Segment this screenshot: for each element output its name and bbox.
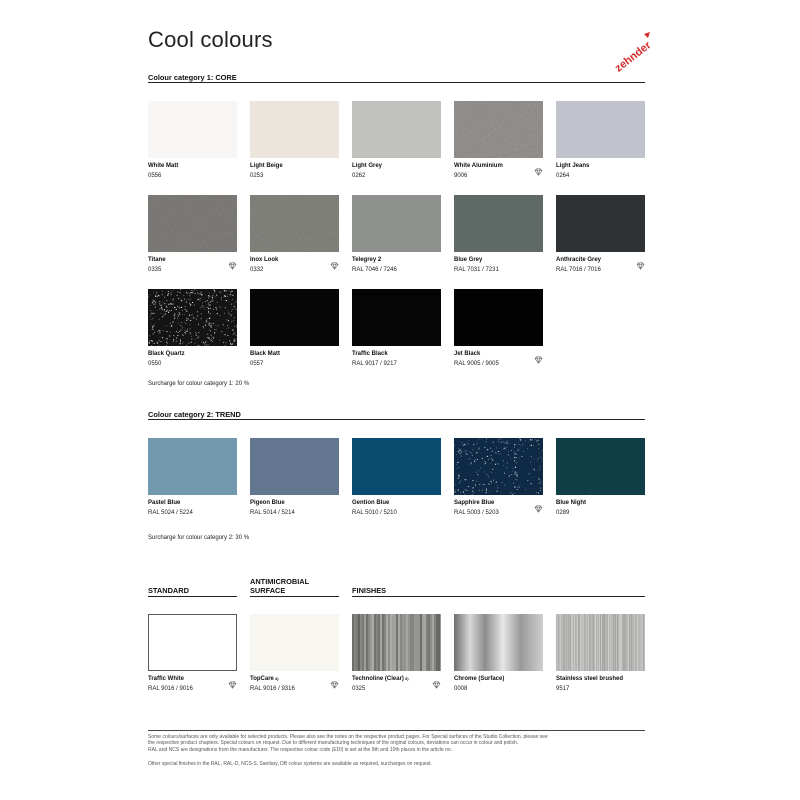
colour-name (556, 163, 589, 169)
diamond-icon (534, 163, 543, 171)
colour-sample (148, 101, 237, 158)
colour-code: 0556 (148, 173, 162, 179)
swatch-light-grey (352, 101, 441, 183)
trend-surcharge-note: Surcharge for colour category 2: 30 % (148, 535, 250, 541)
colour-code: RAL 7031 / 7231 (454, 267, 499, 273)
colour-sample (352, 438, 441, 495)
colour-code: RAL 5014 / 5214 (250, 510, 295, 516)
colour-code: 0289 (556, 510, 570, 516)
swatch-anthracite-grey (556, 195, 645, 277)
swatch-white-matt (148, 101, 237, 183)
colour-name (454, 351, 480, 357)
colour-sample (250, 614, 339, 671)
colour-name-text: Light Beige (250, 163, 283, 169)
swatch-black-quartz (148, 289, 237, 371)
swatch-pigeon-blue (250, 438, 339, 520)
standard-title: STANDARD (148, 586, 189, 595)
colour-name-text: Titane (148, 257, 166, 263)
swatch-blue-night (556, 438, 645, 520)
diamond-icon (636, 257, 645, 265)
footer-line-1: Some colours/surfaces are only available for selected products. Please also see the notes on the respective product pages. For Special surfaces of the Studio Collection, please see (148, 734, 548, 740)
footer-divider (148, 730, 645, 731)
colour-name (250, 676, 279, 682)
colour-name-text: Traffic White (148, 676, 185, 682)
colour-sample (250, 289, 339, 346)
colour-sample (556, 614, 645, 671)
swatch-topcare (250, 614, 339, 696)
colour-name (454, 676, 504, 682)
colour-code: 0264 (556, 173, 570, 179)
colour-name-text: TopCare (250, 676, 274, 682)
colour-sample (148, 438, 237, 495)
colour-name (250, 351, 280, 357)
antimicrobial-divider (250, 596, 339, 597)
colour-code: 0008 (454, 686, 468, 692)
colour-sample (556, 438, 645, 495)
colour-code: RAL 9005 / 9005 (454, 361, 499, 367)
colour-name (352, 351, 388, 357)
colour-name (352, 676, 409, 682)
colour-code: RAL 5003 / 5203 (454, 510, 499, 516)
diamond-icon (534, 351, 543, 359)
colour-code: RAL 5024 / 5224 (148, 510, 193, 516)
colour-sample (352, 614, 441, 671)
colour-name-text: White Aluminium (454, 163, 503, 169)
colour-name-text: Gention Blue (352, 500, 390, 506)
swatch-jet-black (454, 289, 543, 371)
core-divider (148, 82, 645, 83)
colour-name (454, 163, 503, 169)
colour-name (556, 500, 586, 506)
swatch-stainless-steel-brushed (556, 614, 645, 696)
swatch-light-beige (250, 101, 339, 183)
logo-mark-icon (644, 32, 650, 38)
diamond-icon (228, 257, 237, 265)
colour-code: 9006 (454, 173, 468, 179)
colour-name-text: Chrome (Surface) (454, 676, 505, 682)
colour-sample (250, 101, 339, 158)
colour-name-text: Light Grey (352, 163, 383, 169)
colour-name (454, 257, 482, 263)
colour-name-text: Black Matt (250, 351, 281, 357)
antimicrobial-title-line1: ANTIMICROBIAL (250, 577, 310, 586)
colour-sample (454, 195, 543, 252)
swatch-black-matt (250, 289, 339, 371)
colour-name (148, 676, 184, 682)
colour-code: 0262 (352, 173, 366, 179)
diamond-icon (534, 500, 543, 508)
finishes-title: FINISHES (352, 586, 387, 595)
colour-sample (250, 195, 339, 252)
colour-name (454, 500, 494, 506)
core-section-title: Colour category 1: CORE (148, 73, 237, 82)
core-surcharge-note: Surcharge for colour category 1: 20 % (148, 381, 250, 387)
colour-name-text: White Matt (148, 163, 179, 169)
colour-name-text: Black Quartz (148, 351, 185, 357)
swatch-white-aluminium (454, 101, 543, 183)
swatch-chrome-surface (454, 614, 543, 696)
colour-name-text: Technoline (Clear) (352, 676, 404, 682)
colour-code: RAL 9017 / 9217 (352, 361, 397, 367)
colour-name (556, 257, 601, 263)
colour-sample (454, 101, 543, 158)
colour-sample (148, 614, 237, 671)
antimicrobial-title-line2: SURFACE (250, 586, 286, 595)
colour-name-text: Light Jeans (556, 163, 590, 169)
colour-name-text: Inox Look (250, 257, 279, 263)
diamond-icon (330, 257, 339, 265)
colour-sample (250, 438, 339, 495)
footer-line-2: the respective product chapters. Special colours on request. Due to different manufacturing techniques of the original colours, deviations can occur in colour and polish. (148, 740, 519, 747)
diamond-icon (330, 676, 339, 684)
footer-notes (148, 734, 648, 753)
swatch-traffic-black (352, 289, 441, 371)
colour-code: 9517 (556, 686, 570, 692)
colour-name-text: Sapphire Blue (454, 500, 495, 506)
standard-divider (148, 596, 237, 597)
diamond-icon (432, 676, 441, 684)
colour-name-text: Traffic Black (352, 351, 388, 357)
colour-sample (454, 614, 543, 671)
colour-code: RAL 9016 / 9016 (148, 686, 193, 692)
diamond-icon (228, 676, 237, 684)
colour-code: 0325 (352, 686, 366, 692)
swatch-titane (148, 195, 237, 277)
logo-text: zehnder (612, 39, 654, 72)
colour-name (352, 257, 381, 263)
colour-name-text: Pastel Blue (148, 500, 181, 506)
footer-line-3: RAL and NCS are designations from the manufacturer. The respective colour code (EDI) is set at the 9th and 10th places in the article no. (148, 746, 453, 753)
swatch-light-jeans (556, 101, 645, 183)
colour-name (352, 163, 382, 169)
swatch-sapphire-blue (454, 438, 543, 520)
footnote-marker: 3) (403, 676, 409, 681)
colour-name-text: Blue Grey (454, 257, 483, 263)
page-title: Cool colours (148, 27, 273, 52)
colour-code: RAL 9016 / 9316 (250, 686, 295, 692)
colour-name (250, 257, 278, 263)
swatch-technoline-clear (352, 614, 441, 696)
footnote-marker: 4) (273, 676, 279, 681)
colour-name (148, 500, 180, 506)
antimicrobial-title (250, 577, 309, 595)
colour-sample (556, 101, 645, 158)
zehnder-logo (604, 28, 660, 72)
swatch-gention-blue (352, 438, 441, 520)
colour-name (148, 257, 166, 263)
colour-name-text: Jet Black (454, 351, 481, 357)
colour-code: RAL 7046 / 7246 (352, 267, 397, 273)
footer-special-finishes: Other special finishes in the RAL, RAL-D, NCS-S, Sanitary, DB colour systems are available as required, surcharges on request. (148, 761, 432, 767)
trend-divider (148, 419, 645, 420)
colour-name-text: Pigeon Blue (250, 500, 285, 506)
colour-sample (454, 289, 543, 346)
colour-name (250, 163, 283, 169)
colour-code: 0557 (250, 361, 264, 367)
colour-sample (352, 101, 441, 158)
colour-sample (148, 195, 237, 252)
swatch-telegrey-2 (352, 195, 441, 277)
colour-sample (352, 289, 441, 346)
finishes-divider (352, 596, 645, 597)
colour-name-text: Blue Night (556, 500, 586, 506)
swatch-traffic-white (148, 614, 237, 696)
colour-sample (556, 195, 645, 252)
colour-code: RAL 7016 / 7016 (556, 267, 601, 273)
colour-code: 0332 (250, 267, 264, 273)
colour-name-text: Stainless steel brushed (556, 676, 624, 682)
colour-sample (148, 289, 237, 346)
colour-name (250, 500, 285, 506)
colour-sample (352, 195, 441, 252)
colour-name-text: Telegrey 2 (352, 257, 382, 263)
swatch-inox-look (250, 195, 339, 277)
colour-code: 0550 (148, 361, 162, 367)
trend-section-title: Colour category 2: TREND (148, 410, 241, 419)
colour-code: 0335 (148, 267, 162, 273)
colour-name-text: Anthracite Grey (556, 257, 602, 263)
colour-name (148, 351, 185, 357)
colour-code: RAL 5010 / 5210 (352, 510, 397, 516)
colour-name (556, 676, 623, 682)
colour-sample (454, 438, 543, 495)
colour-name (148, 163, 178, 169)
swatch-pastel-blue (148, 438, 237, 520)
colour-name (352, 500, 389, 506)
swatch-blue-grey (454, 195, 543, 277)
colour-code: 0253 (250, 173, 264, 179)
